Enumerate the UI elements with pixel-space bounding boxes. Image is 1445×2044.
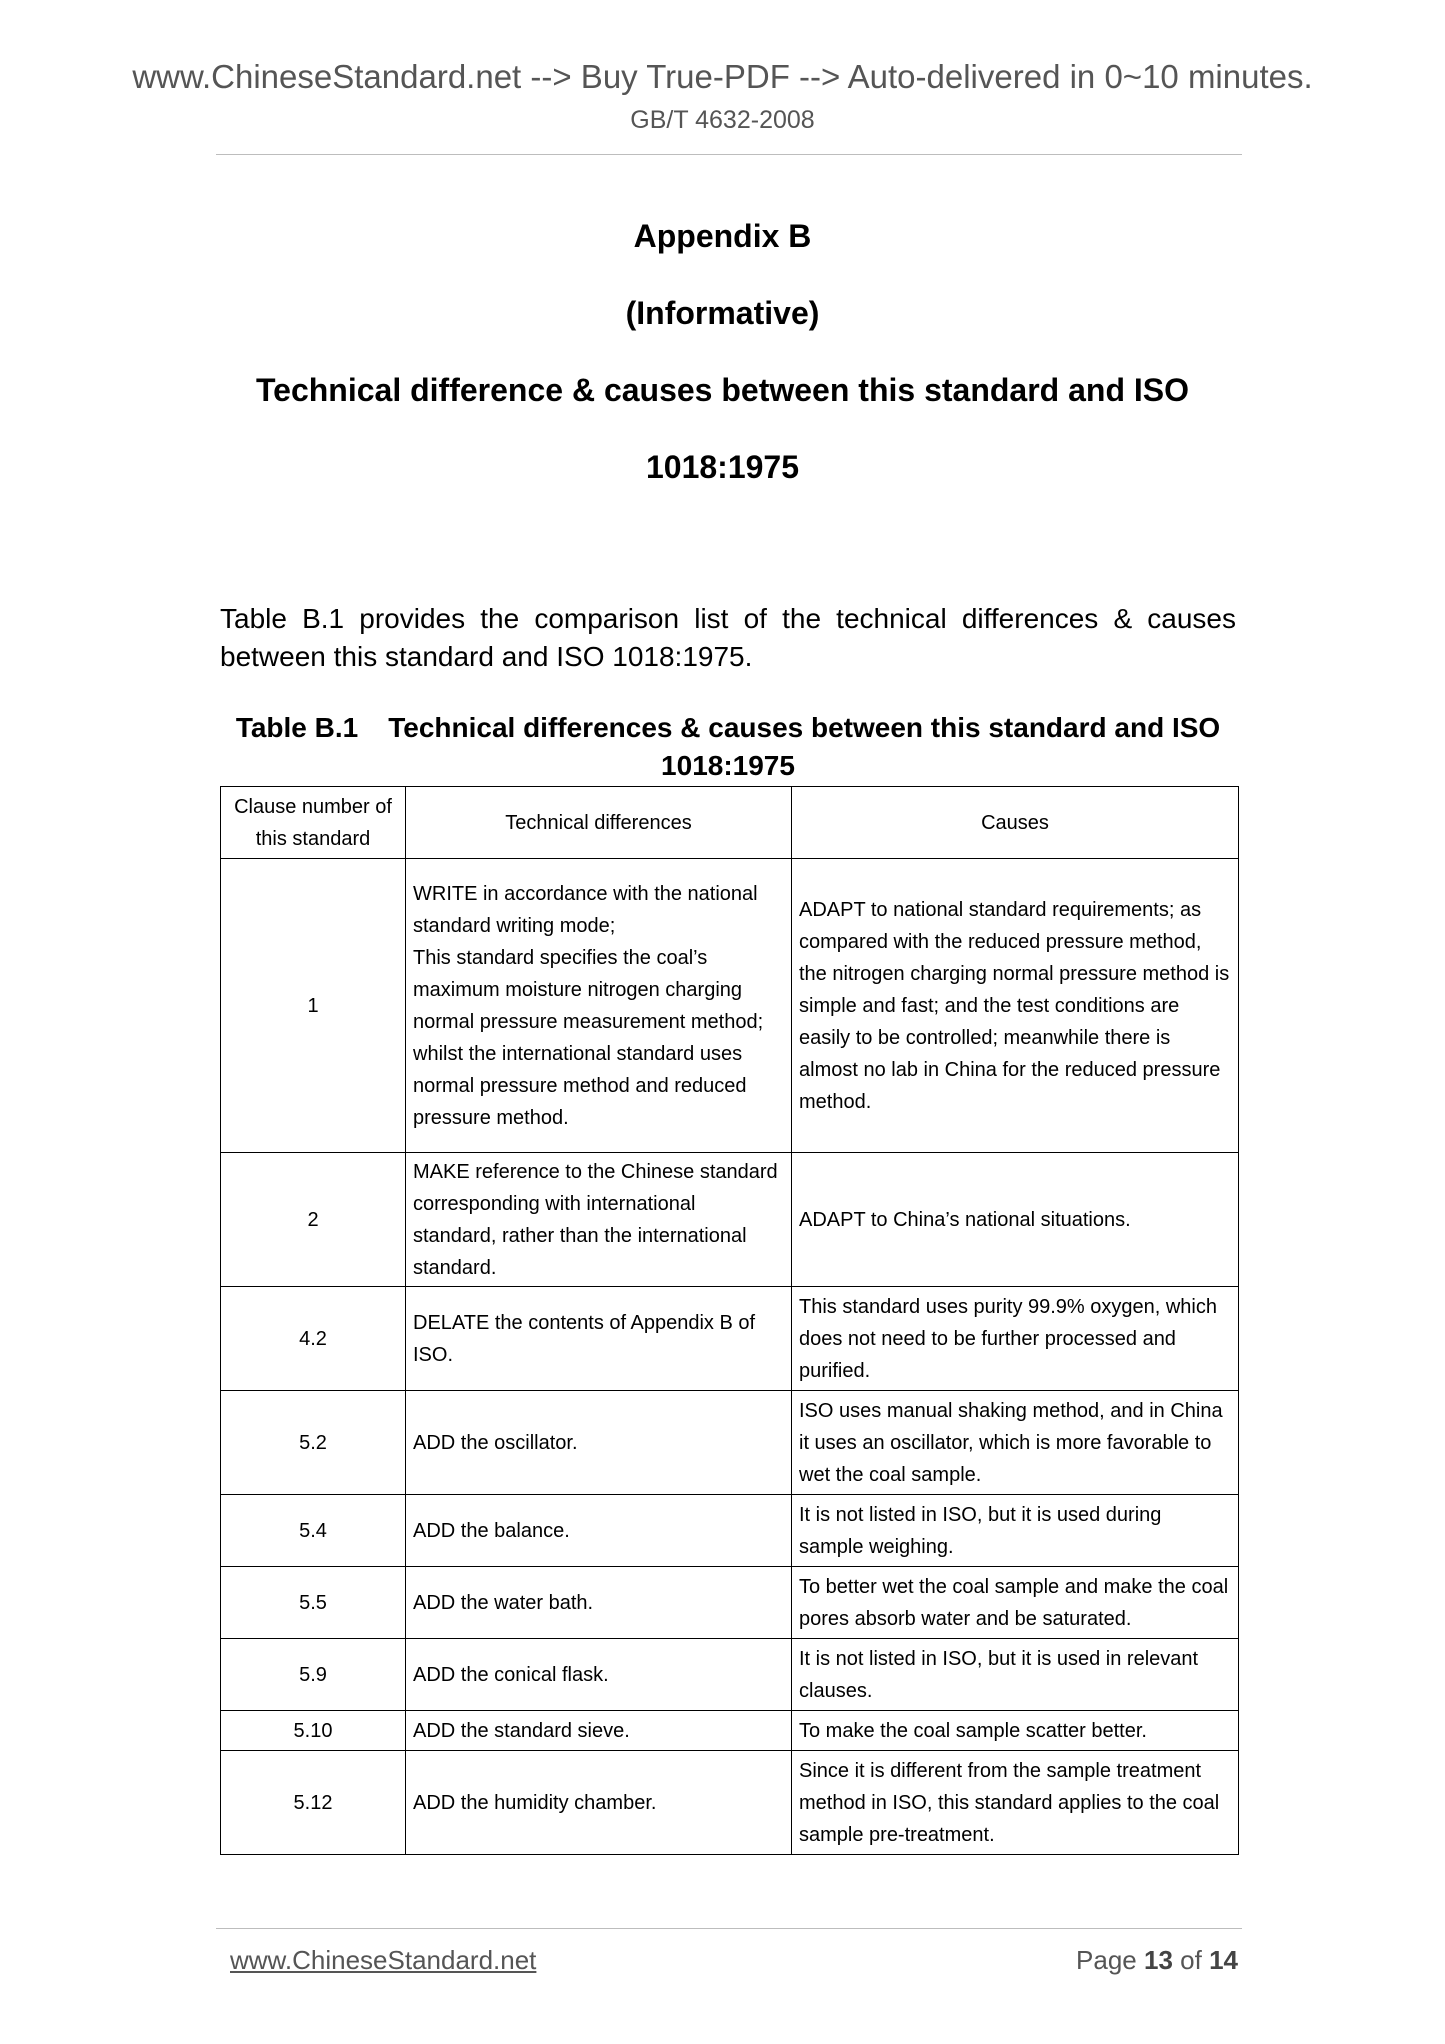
table-row xyxy=(221,1751,1239,1855)
appendix-heading-line1: Technical difference & causes between this standard and ISO xyxy=(255,372,1189,408)
clause-cell: 5.2 xyxy=(221,1391,406,1495)
cause-cell: Since it is different from the sample treatment method in ISO, this standard applies to the coal sample pre-treatment. xyxy=(792,1751,1239,1855)
header-causes: Causes xyxy=(792,787,1239,859)
table-row xyxy=(221,1711,1239,1751)
clause-cell: 5.12 xyxy=(221,1751,406,1855)
clause-cell: 5.10 xyxy=(221,1711,406,1751)
footer-divider xyxy=(216,1928,1242,1929)
clause-cell: 5.9 xyxy=(221,1639,406,1711)
table-row xyxy=(221,1153,1239,1287)
header-differences: Technical differences xyxy=(406,787,792,859)
header-banner: www.ChineseStandard.net --> Buy True-PDF --> Auto-delivered in 0~10 minutes. xyxy=(132,58,1313,95)
difference-cell: DELATE the contents of Appendix B of ISO. xyxy=(406,1287,792,1391)
clause-cell: 4.2 xyxy=(221,1287,406,1391)
difference-cell: ADD the water bath. xyxy=(406,1567,792,1639)
cause-cell: To make the coal sample scatter better. xyxy=(792,1711,1239,1751)
cause-cell: To better wet the coal sample and make the coal pores absorb water and be saturated. xyxy=(792,1567,1239,1639)
table-header-row xyxy=(221,787,1239,859)
clause-cell: 5.5 xyxy=(221,1567,406,1639)
table-caption xyxy=(220,709,1236,785)
difference-cell: WRITE in accordance with the national standard writing mode; This standard specifies the coal’s maximum moisture nitrogen charging normal pressure measurement method; whilst the international standard uses normal pressure method and reduced pressure method. xyxy=(406,859,792,1153)
clause-cell: 1 xyxy=(221,859,406,1153)
cause-cell: ADAPT to China’s national situations. xyxy=(792,1153,1239,1287)
differences-table xyxy=(220,786,1239,1855)
appendix-heading-line2: 1018:1975 xyxy=(645,449,800,485)
table-caption-number: Table B.1 xyxy=(235,712,359,743)
page-of: of xyxy=(1180,1945,1202,1975)
page-word: Page xyxy=(1076,1945,1137,1975)
intro-paragraph: Table B.1 provides the comparison list of the technical differences & causes between this standard and ISO 1018:1975. xyxy=(220,603,1236,672)
cause-cell: It is not listed in ISO, but it is used during sample weighing. xyxy=(792,1495,1239,1567)
table-row xyxy=(221,1567,1239,1639)
page-total: 14 xyxy=(1209,1945,1238,1975)
appendix-title: Appendix B xyxy=(633,218,812,254)
table-caption-text: Technical differences & causes between this standard and ISO 1018:1975 xyxy=(388,712,1221,781)
difference-cell: MAKE reference to the Chinese standard corresponding with international standard, rather than the international standard. xyxy=(406,1153,792,1287)
table-row xyxy=(221,859,1239,1153)
header-clause: Clause number of this standard xyxy=(221,787,406,859)
difference-cell: ADD the oscillator. xyxy=(406,1391,792,1495)
appendix-type: (Informative) xyxy=(625,295,820,331)
page-current: 13 xyxy=(1144,1945,1173,1975)
header-divider xyxy=(216,154,1242,155)
table-row xyxy=(221,1639,1239,1711)
table-row xyxy=(221,1287,1239,1391)
footer-link[interactable]: www.ChineseStandard.net xyxy=(230,1945,537,1975)
cause-cell: It is not listed in ISO, but it is used in relevant clauses. xyxy=(792,1639,1239,1711)
difference-cell: ADD the conical flask. xyxy=(406,1639,792,1711)
difference-cell: ADD the balance. xyxy=(406,1495,792,1567)
page-indicator xyxy=(1076,1945,1238,1976)
clause-cell: 2 xyxy=(221,1153,406,1287)
cause-cell: This standard uses purity 99.9% oxygen, which does not need to be further processed and purified. xyxy=(792,1287,1239,1391)
cause-cell: ADAPT to national standard requirements; as compared with the reduced pressure method, the nitrogen charging normal pressure method is simple and fast; and the test conditions are easily to be controlled; meanwhile there is almost no lab in China for the reduced pressure method. xyxy=(792,859,1239,1153)
clause-cell: 5.4 xyxy=(221,1495,406,1567)
table-row xyxy=(221,1391,1239,1495)
table-row xyxy=(221,1495,1239,1567)
cause-cell: ISO uses manual shaking method, and in China it uses an oscillator, which is more favorable to wet the coal sample. xyxy=(792,1391,1239,1495)
standard-code: GB/T 4632-2008 xyxy=(630,106,815,134)
difference-cell: ADD the humidity chamber. xyxy=(406,1751,792,1855)
difference-cell: ADD the standard sieve. xyxy=(406,1711,792,1751)
